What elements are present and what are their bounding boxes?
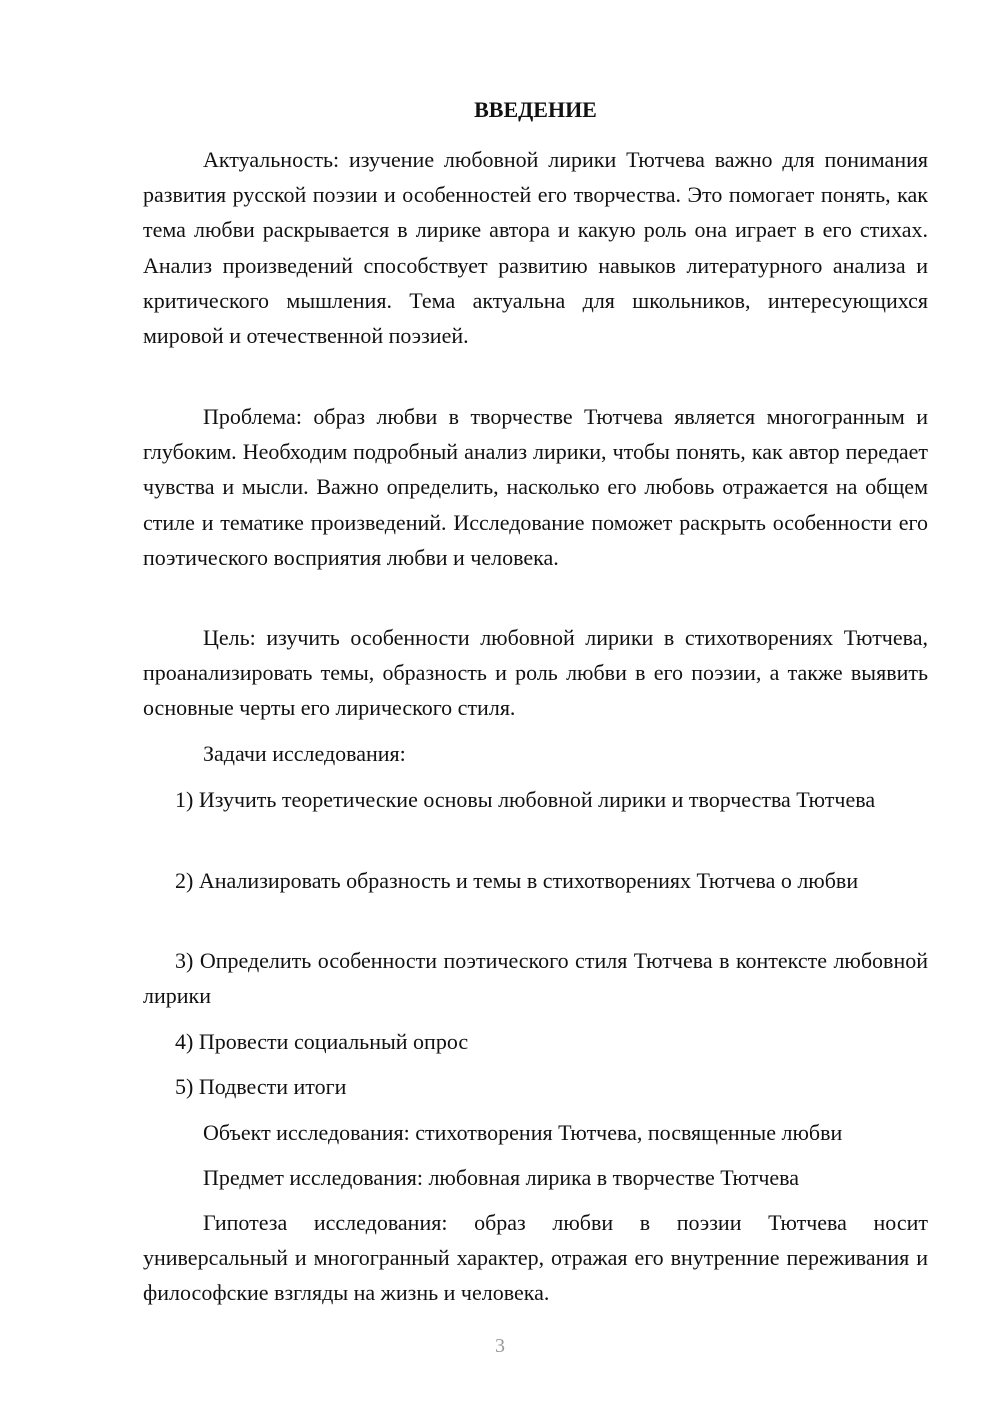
hypothesis-paragraph: Гипотеза исследования: образ любви в поэзии Тютчева носит универсальный и многогранный характер, отражая его внутренние переживания и философские взгляды на жизнь и человека. xyxy=(143,1210,928,1306)
task-item: 4) Провести социальный опрос xyxy=(175,1029,469,1054)
tasks-title: Задачи исследования: xyxy=(203,741,406,766)
task-item: 3) Определить особенности поэтического стиля Тютчева в контексте любовной лирики xyxy=(143,948,928,1009)
section-heading: ВВЕДЕНИЕ xyxy=(474,97,597,122)
problem-paragraph: Проблема: образ любви в творчестве Тютчева является многогранным и глубоким. Необходим подробный анализ лирики, чтобы понять, как автор передает чувства и мысли. Важно определить, насколько его любовь отражается на общем стиле и тематике произведений. Исследование поможет раскрыть особенности его поэтического восприятия любви и человека. xyxy=(143,404,928,570)
subject-paragraph: Предмет исследования: любовная лирика в творчестве Тютчева xyxy=(203,1165,800,1190)
task-item: 5) Подвести итоги xyxy=(175,1074,347,1099)
object-paragraph: Объект исследования: стихотворения Тютчева, посвященные любви xyxy=(203,1120,843,1145)
goal-paragraph: Цель: изучить особенности любовной лирики в стихотворениях Тютчева, проанализировать темы, образность и роль любви в его поэзии, а также выявить основные черты его лирического стиля. xyxy=(143,625,928,721)
relevance-paragraph: Актуальность: изучение любовной лирики Тютчева важно для понимания развития русской поэзии и особенностей его творчества. Это помогает понять, как тема любви раскрывается в лирике автора и какую роль она играет в его стихах. Анализ произведений способствует развитию навыков литературного анализа и критического мышления. Тема актуальна для школьников, интересующихся мировой и отечественной поэзией. xyxy=(143,147,928,349)
page-number: 3 xyxy=(495,1335,505,1357)
task-item: 2) Анализировать образность и темы в стихотворениях Тютчева о любви xyxy=(175,868,859,893)
task-item: 1) Изучить теоретические основы любовной лирики и творчества Тютчева xyxy=(175,787,876,812)
